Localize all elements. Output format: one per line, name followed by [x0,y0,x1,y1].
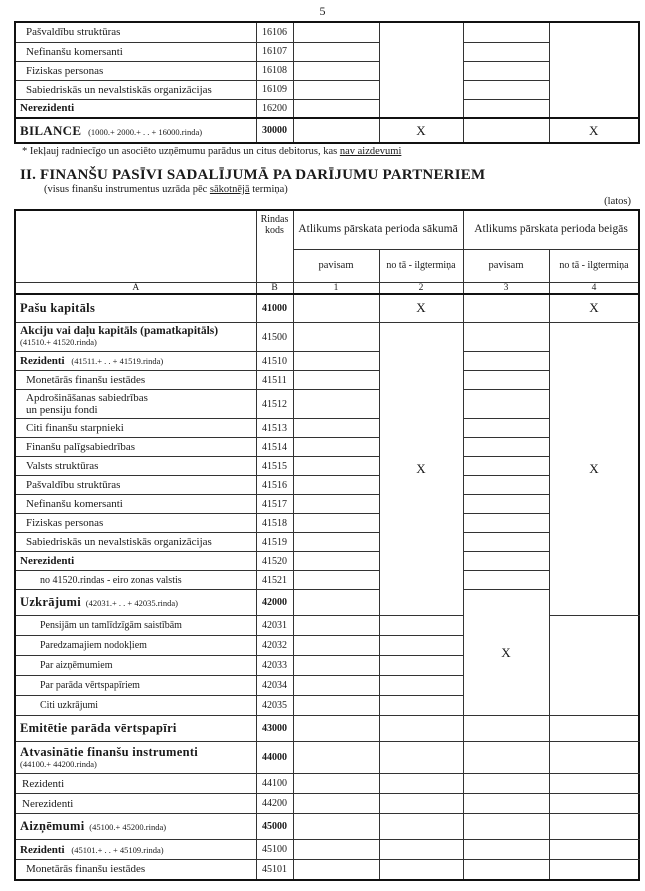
input-cell-col1[interactable] [293,390,379,419]
row-code: 16109 [256,80,293,99]
table-row [15,552,639,571]
row-label: no 41520.rindas - eiro zonas valstis [15,571,256,590]
input-cell-col3[interactable] [463,533,549,552]
input-cell-col1[interactable] [293,590,379,616]
header-row [15,210,639,249]
row-code: 45101 [256,860,293,880]
col-letter: A [15,282,256,294]
row-code: 41512 [256,390,293,419]
row-code: 41515 [256,457,293,476]
row-label: Rezidenti [15,774,256,794]
row-label-cell [15,590,256,616]
row-code: 16108 [256,61,293,80]
input-cell-col1[interactable] [293,742,379,774]
table-row [15,590,639,616]
row-code: 41510 [256,352,293,371]
x-mark: X [379,118,463,143]
input-cell-col1[interactable] [293,495,379,514]
input-cell-col3[interactable] [463,22,549,42]
row-code: 42035 [256,696,293,716]
input-cell-col3[interactable] [463,840,549,860]
input-cell-col3[interactable] [463,552,549,571]
input-cell-col1[interactable] [293,514,379,533]
row-label: Nefinanšu komersanti [15,495,256,514]
input-cell-col3[interactable] [463,42,549,61]
input-cell-col3[interactable] [463,352,549,371]
row-code: 16107 [256,42,293,61]
table-row [15,742,639,774]
x-mark-merged: X [549,323,639,616]
input-cell-col1[interactable] [293,794,379,814]
row-label-cell [15,390,256,419]
input-cell-col4[interactable] [549,774,639,794]
assets-continuation-table [14,21,640,144]
row-label-cell [15,814,256,840]
input-cell-col1[interactable] [293,80,379,99]
row-code: 44000 [256,742,293,774]
table-row [15,99,639,118]
table-row [15,716,639,742]
row-code: 44200 [256,794,293,814]
row-label-line2: un pensiju fondi [26,404,98,416]
input-cell-col1[interactable] [293,616,379,636]
row-label: Apdrošināšanas sabiedrības [26,392,148,404]
input-cell-col1[interactable] [293,774,379,794]
row-label: Monetārās finanšu iestādes [15,371,256,390]
row-code: 41513 [256,419,293,438]
col-letter: 4 [549,282,639,294]
row-label: Valsts struktūras [15,457,256,476]
input-cell-col2[interactable] [379,814,463,840]
input-cell-col1[interactable] [293,840,379,860]
input-cell-col1[interactable] [293,552,379,571]
row-label: Pašvaldību struktūras [15,476,256,495]
input-cell-col3[interactable] [463,419,549,438]
input-cell-col3[interactable] [463,814,549,840]
row-formula: (45100.+ 45200.rinda) [89,822,167,832]
unit-label: (latos) [604,196,631,207]
row-label: Akciju vai daļu kapitāls (pamatkapitāls) [20,325,219,337]
input-cell-col1[interactable] [293,371,379,390]
row-label: Pašu kapitāls [15,294,256,323]
table-row [15,390,639,419]
input-cell-col3[interactable] [463,61,549,80]
row-label: Sabiedriskās un nevalstiskās organizācijas [15,80,256,99]
row-label: Fiziskas personas [15,514,256,533]
row-label: Rezidenti [20,843,65,856]
total-label-cell [15,118,256,143]
header-total-start: pavisam [293,249,379,282]
table-row [15,774,639,794]
input-cell-col3[interactable] [379,676,463,696]
row-label: Pašvaldību struktūras [15,22,256,42]
row-label: Citi finanšu starpnieki [15,419,256,438]
row-label: Pensijām un tamlīdzīgām saistībām [15,616,256,636]
subheading-underlined: sākotnējā [209,184,250,195]
input-cell-col3[interactable] [463,390,549,419]
row-label: Paredzamajiem nodokļiem [15,636,256,656]
input-cell-col1[interactable] [293,814,379,840]
input-cell-col3[interactable] [379,696,463,716]
blank-merged-col4 [549,22,639,118]
header-total-end: pavisam [463,249,549,282]
table-row [15,352,639,371]
x-mark: X [549,294,639,323]
row-code: 42032 [256,636,293,656]
subheading-text: termiņa) [249,184,288,195]
blank-merged-col2 [379,22,463,118]
row-label-cell [15,840,256,860]
row-code: 41500 [256,323,293,352]
row-code: 42034 [256,676,293,696]
input-cell-col3[interactable] [463,294,549,323]
table-row [15,22,639,42]
row-label: Citi uzkrājumi [15,696,256,716]
col-letter: 3 [463,282,549,294]
input-cell-col3[interactable] [463,371,549,390]
subheading-text: (visus finanšu instrumentus uzrāda pēc [44,184,210,195]
input-cell-col1[interactable] [293,22,379,42]
input-cell-col1[interactable] [293,476,379,495]
row-code: 41517 [256,495,293,514]
col-letter: B [256,282,293,294]
row-label: Nerezidenti [15,794,256,814]
table-row [15,533,639,552]
input-cell-col1[interactable] [293,676,379,696]
header-letters-row [15,282,639,294]
row-label: Par aizņēmumiem [15,656,256,676]
liabilities-table [14,209,640,881]
row-code: 41516 [256,476,293,495]
input-cell-col1[interactable] [293,438,379,457]
total-row [15,118,639,143]
input-cell-col2[interactable] [379,794,463,814]
table-row [15,840,639,860]
table-row [15,294,639,323]
input-cell-col3[interactable] [463,860,549,880]
input-cell-col1[interactable] [293,323,379,352]
row-label: Aizņēmumi [20,819,85,833]
row-label: Emitētie parāda vērtspapīri [15,716,256,742]
input-cell-col1[interactable] [293,860,379,880]
table-row [15,794,639,814]
input-cell-col2[interactable] [379,840,463,860]
table-row [15,419,639,438]
row-label-cell [15,323,256,352]
input-cell-col3[interactable] [379,636,463,656]
input-cell-col2[interactable] [379,716,463,742]
row-label: Nefinanšu komersanti [15,42,256,61]
footnote-text: * Iekļauj radniecīgo un asociēto uzņēmumu parādus un citus debitorus, kas [22,146,340,157]
input-cell-col1[interactable] [293,571,379,590]
row-code: 16200 [256,99,293,118]
x-mark: X [379,294,463,323]
row-code: 45100 [256,840,293,860]
input-cell-col3[interactable] [463,323,549,352]
page-number: 5 [319,4,326,18]
total-formula: (1000.+ 2000.+ . . + 16000.rinda) [88,126,203,137]
footnote [22,146,401,157]
input-cell-col4[interactable] [549,814,639,840]
row-formula: (41511.+ . . + 41519.rinda) [71,356,164,366]
input-cell-col1[interactable] [293,61,379,80]
row-label: Rezidenti [20,355,65,367]
row-code: 41521 [256,571,293,590]
input-cell-col4[interactable] [549,860,639,880]
input-cell-col3[interactable] [463,716,549,742]
row-code: 44100 [256,774,293,794]
input-cell-col3[interactable] [463,457,549,476]
row-label: Fiziskas personas [15,61,256,80]
col-letter: 2 [379,282,463,294]
row-code: 41520 [256,552,293,571]
row-code: 45000 [256,814,293,840]
input-cell-col3[interactable] [463,794,549,814]
row-code: 41000 [256,294,293,323]
row-formula: (45101.+ . . + 45109.rinda) [71,844,164,855]
row-code: 41519 [256,533,293,552]
table-row [15,514,639,533]
section-subheading [44,184,288,195]
table-row [15,571,639,590]
table-row [15,323,639,352]
header-long-start: no tā - ilgtermiņa [379,249,463,282]
x-mark: X [549,118,639,143]
row-code: 41511 [256,371,293,390]
row-code: 41514 [256,438,293,457]
table-row [15,42,639,61]
input-cell-col3[interactable] [379,656,463,676]
table-row [15,61,639,80]
input-cell-col3[interactable] [379,616,463,636]
input-cell-col1[interactable] [293,99,379,118]
input-cell-col3[interactable] [463,774,549,794]
table-row [15,80,639,99]
row-label: Uzkrājumi [20,595,82,609]
table-row [15,860,639,880]
input-cell-col1[interactable] [293,636,379,656]
x-mark-merged: X [463,590,549,716]
col-letter: 1 [293,282,379,294]
x-mark-merged: X [379,323,463,616]
input-cell-col4[interactable] [549,840,639,860]
table-row [15,371,639,390]
footnote-underlined: nav aizdevumi [339,146,402,157]
header-group-end: Atlikums pārskata perioda beigās [463,210,639,249]
input-cell-col3[interactable] [463,118,549,143]
input-cell-col1[interactable] [293,118,379,143]
input-cell-col3[interactable] [463,571,549,590]
header-code: Rindas kods [256,210,293,282]
input-cell-col2[interactable] [379,860,463,880]
row-label: Nerezidenti [15,552,256,571]
input-cell-col1[interactable] [293,42,379,61]
row-code: 43000 [256,716,293,742]
input-cell-col1[interactable] [293,716,379,742]
total-label: BILANCE [20,122,82,138]
input-cell-col3[interactable] [463,514,549,533]
row-label: Nerezidenti [15,99,256,118]
input-cell-col3[interactable] [463,495,549,514]
row-label-cell [15,352,256,371]
table-row [15,438,639,457]
row-label: Atvasinātie finanšu instrumenti [20,744,199,759]
table-row [15,457,639,476]
row-label: Sabiedriskās un nevalstiskās organizācijas [15,533,256,552]
input-cell-col1[interactable] [293,419,379,438]
input-cell-col4[interactable] [549,742,639,774]
input-cell-col3[interactable] [463,742,549,774]
table-row [15,814,639,840]
input-cell-col1[interactable] [293,533,379,552]
input-cell-col1[interactable] [293,696,379,716]
row-formula: (41510.+ 41520.rinda) [20,337,97,347]
row-formula: (44100.+ 44200.rinda) [20,758,97,769]
row-formula: (42031.+ . . + 42035.rinda) [85,598,178,608]
input-cell-col2[interactable] [379,774,463,794]
row-label: Monetārās finanšu iestādes [15,860,256,880]
row-code: 16106 [256,22,293,42]
input-cell-col1[interactable] [293,352,379,371]
input-cell-col3[interactable] [463,438,549,457]
input-cell-col1[interactable] [293,457,379,476]
header-group-start: Atlikums pārskata perioda sākumā [293,210,463,249]
input-cell-col4[interactable] [549,716,639,742]
row-label: Finanšu palīgsabiedrības [15,438,256,457]
input-cell-col4[interactable] [549,794,639,814]
row-label-cell [15,742,256,774]
row-code: 41518 [256,514,293,533]
header-long-end: no tā - ilgtermiņa [549,249,639,282]
table-row [15,495,639,514]
input-cell-col3[interactable] [463,476,549,495]
row-code: 30000 [256,118,293,143]
row-code: 42000 [256,590,293,616]
input-cell-col1[interactable] [293,656,379,676]
input-cell-col2[interactable] [379,742,463,774]
row-label: Par parāda vērtspapīriem [15,676,256,696]
input-cell-col1[interactable] [293,294,379,323]
row-code: 42031 [256,616,293,636]
row-code: 42033 [256,656,293,676]
section-heading: II. FINANŠU PASĪVI SADALĪJUMĀ PA DARĪJUMU PARTNERIEM [20,167,486,183]
input-cell-col3[interactable] [463,99,549,118]
table-row [15,476,639,495]
header-blank [15,210,256,282]
input-cell-col3[interactable] [463,80,549,99]
